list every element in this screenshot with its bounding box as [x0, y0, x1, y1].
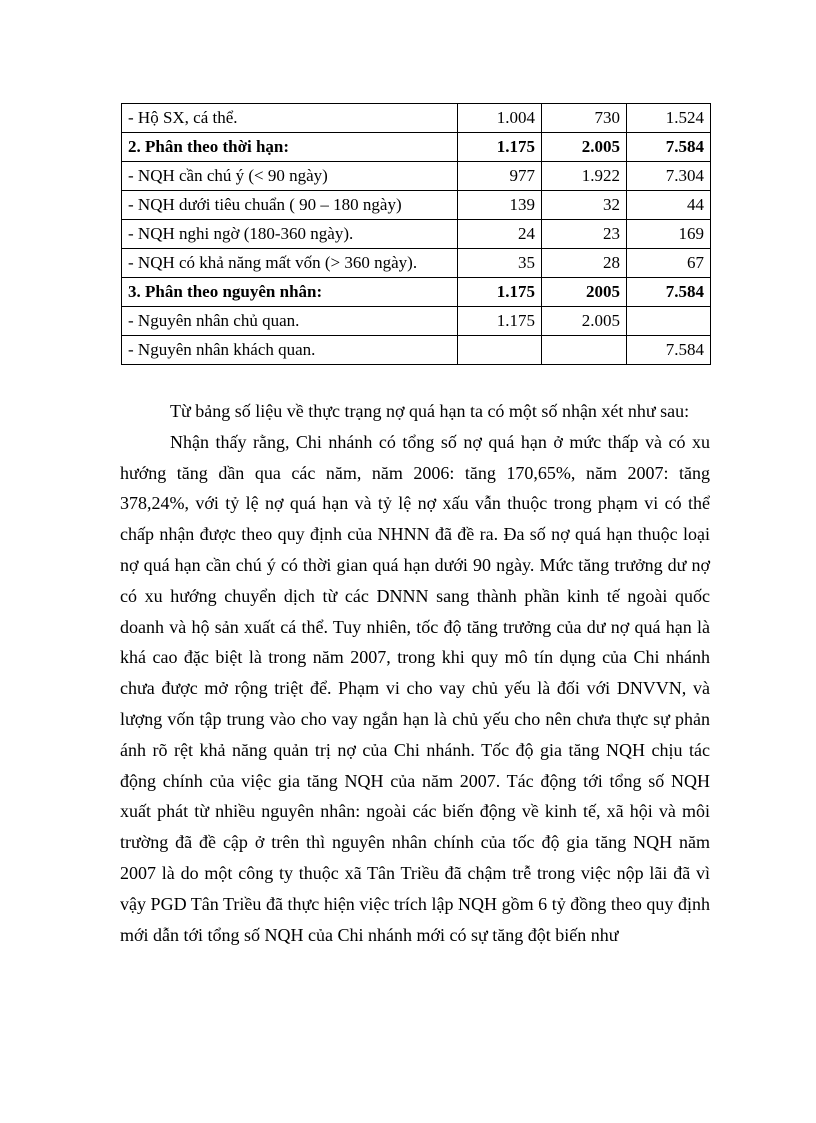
value-year-2: 2.005 [542, 307, 627, 336]
row-label: - NQH có khả năng mất vốn (> 360 ngày). [122, 249, 458, 278]
value-year-1: 1.175 [458, 278, 542, 307]
value-year-3: 169 [627, 220, 711, 249]
table-row [122, 336, 711, 365]
value-year-1: 139 [458, 191, 542, 220]
analysis-paragraph: Nhận thấy rằng, Chi nhánh có tổng số nợ quá hạn ở mức thấp và có xu hướng tăng dần qua các năm, năm 2006: tăng 170,65%, năm 2007: tăng 378,24%, với tỷ lệ nợ quá hạn và tỷ lệ nợ xấu vẫn thuộc trong phạm vi có thể chấp nhận được theo quy định của NHNN đã đề ra. Đa số nợ quá hạn thuộc loại nợ quá hạn cần chú ý có thời gian quá hạn dưới 90 ngày. Mức tăng trưởng dư nợ có xu hướng chuyển dịch từ các DNNN sang thành phần kinh tế ngoài quốc doanh và hộ sản xuất cá thể. Tuy nhiên, tốc độ tăng trưởng của dư nợ quá hạn là khá cao đặc biệt là trong năm 2007, trong khi quy mô tín dụng của Chi nhánh chưa được mở rộng triệt để. Phạm vi cho vay chủ yếu là đối với DNVVN, và lượng vốn tập trung vào cho vay ngắn hạn là chủ yếu cho nên chưa thực sự phản ánh rõ rệt khả năng quản trị nợ của Chi nhánh. Tốc độ gia tăng NQH chịu tác động chính của việc gia tăng NQH của năm 2007. Tác động tới tổng số NQH xuất phát từ nhiều nguyên nhân: ngoài các biến động về kinh tế, xã hội và môi trường đã đề cập ở trên thì nguyên nhân chính của tốc độ gia tăng NQH năm 2007 là do một công ty thuộc xã Tân Triều đã chậm trễ trong việc nộp lãi đã vì vậy PGD Tân Triều đã thực hiện việc trích lập NQH gồm 6 tỷ đồng theo quy định mới dẫn tới tổng số NQH của Chi nhánh mới có sự tăng đột biến như [120, 431, 710, 945]
value-year-2: 23 [542, 220, 627, 249]
table-row [122, 249, 711, 278]
value-year-2: 2.005 [542, 133, 627, 162]
body-text [120, 396, 710, 950]
value-year-3: 44 [627, 191, 711, 220]
row-label: - NQH nghi ngờ (180-360 ngày). [122, 220, 458, 249]
value-year-3: 7.304 [627, 162, 711, 191]
value-year-3: 1.524 [627, 104, 711, 133]
table-row [122, 220, 711, 249]
value-year-3: 67 [627, 249, 711, 278]
row-label: - NQH cần chú ý (< 90 ngày) [122, 162, 458, 191]
value-year-1: 35 [458, 249, 542, 278]
table-row [122, 278, 711, 307]
table-row [122, 133, 711, 162]
value-year-3 [627, 307, 711, 336]
value-year-3: 7.584 [627, 133, 711, 162]
value-year-2: 2005 [542, 278, 627, 307]
row-label: 2. Phân theo thời hạn: [122, 133, 458, 162]
row-label: 3. Phân theo nguyên nhân: [122, 278, 458, 307]
value-year-2: 730 [542, 104, 627, 133]
row-label: - Nguyên nhân chủ quan. [122, 307, 458, 336]
value-year-1: 1.004 [458, 104, 542, 133]
overdue-debt-table [121, 103, 711, 365]
table-row [122, 307, 711, 336]
value-year-1: 1.175 [458, 307, 542, 336]
value-year-3: 7.584 [627, 336, 711, 365]
value-year-1: 1.175 [458, 133, 542, 162]
value-year-2: 1.922 [542, 162, 627, 191]
table-row [122, 191, 711, 220]
value-year-2: 32 [542, 191, 627, 220]
value-year-2: 28 [542, 249, 627, 278]
row-label: - Nguyên nhân khách quan. [122, 336, 458, 365]
row-label: - Hộ SX, cá thể. [122, 104, 458, 133]
value-year-1 [458, 336, 542, 365]
value-year-1: 977 [458, 162, 542, 191]
table-row [122, 104, 711, 133]
value-year-3: 7.584 [627, 278, 711, 307]
row-label: - NQH dưới tiêu chuẩn ( 90 – 180 ngày) [122, 191, 458, 220]
value-year-1: 24 [458, 220, 542, 249]
intro-paragraph: Từ bảng số liệu về thực trạng nợ quá hạn ta có một số nhận xét như sau: [170, 401, 690, 421]
table-row [122, 162, 711, 191]
value-year-2 [542, 336, 627, 365]
